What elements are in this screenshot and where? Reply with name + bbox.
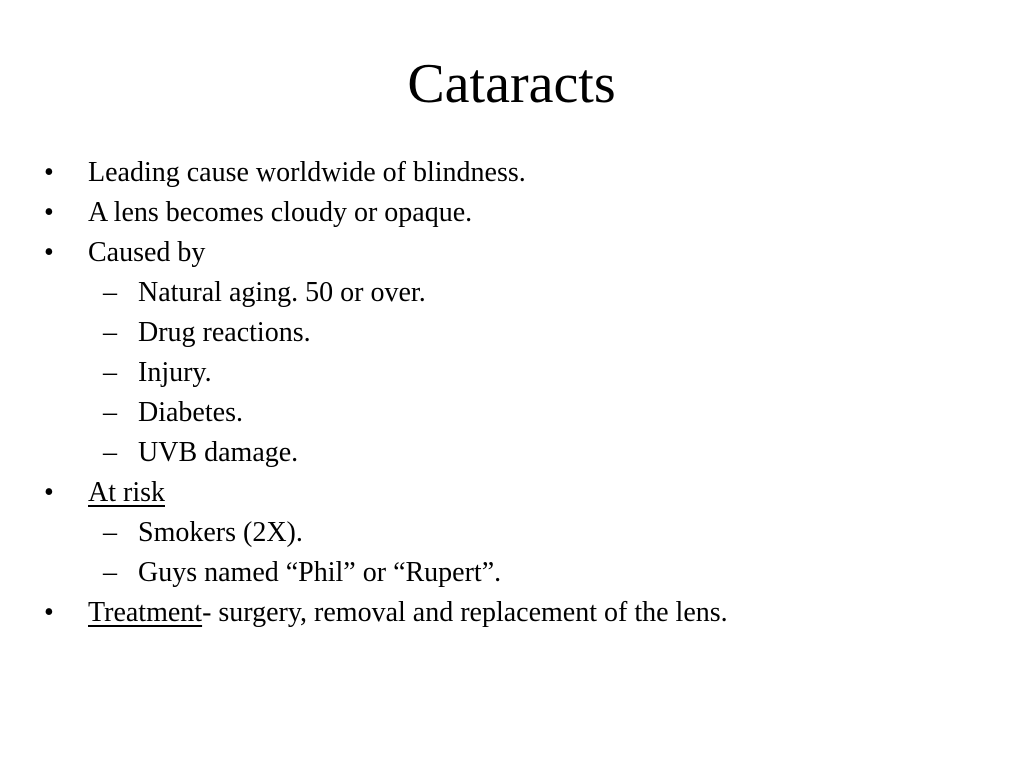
sub-bullet-marker: – <box>103 557 117 588</box>
bullet-item <box>0 193 1023 233</box>
sub-bullet-item <box>0 553 1023 593</box>
bullet-marker: • <box>44 237 54 268</box>
sub-bullet-marker: – <box>103 357 117 388</box>
sub-bullet-text: Diabetes. <box>138 397 243 428</box>
bullet-text: Caused by <box>88 237 206 268</box>
sub-bullet-text: Drug reactions. <box>138 317 311 348</box>
sub-bullet-item <box>0 433 1023 473</box>
sub-bullet-item <box>0 353 1023 393</box>
slide-title: Cataracts <box>407 53 616 115</box>
sub-bullet-marker: – <box>103 517 117 548</box>
sub-bullet-marker: – <box>103 437 117 468</box>
sub-bullet-marker: – <box>103 277 117 308</box>
treatment-description: - surgery, removal and replacement of the lens. <box>202 597 728 628</box>
bullet-text <box>88 593 728 633</box>
bullet-item <box>0 233 1023 273</box>
bullet-item <box>0 593 1023 633</box>
bullet-marker: • <box>44 197 54 228</box>
sub-bullet-marker: – <box>103 397 117 428</box>
sub-bullet-text: UVB damage. <box>138 437 299 468</box>
sub-bullet-item <box>0 273 1023 313</box>
sub-bullet-text: Smokers (2X). <box>138 517 303 548</box>
bullet-marker: • <box>44 157 54 188</box>
bullet-text-underlined: At risk <box>88 477 165 508</box>
bullet-marker: • <box>44 477 54 508</box>
bullet-list <box>0 153 1023 633</box>
sub-bullet-text: Natural aging. 50 or over. <box>138 277 426 308</box>
sub-bullet-text: Guys named “Phil” or “Rupert”. <box>138 557 502 588</box>
bullet-text: Leading cause worldwide of blindness. <box>88 157 526 188</box>
bullet-item <box>0 473 1023 513</box>
sub-bullet-text: Injury. <box>138 357 212 388</box>
bullet-text: A lens becomes cloudy or opaque. <box>88 197 473 228</box>
sub-bullet-marker: – <box>103 317 117 348</box>
bullet-item <box>0 153 1023 193</box>
sub-bullet-item <box>0 513 1023 553</box>
sub-bullet-item <box>0 313 1023 353</box>
bullet-marker: • <box>44 597 54 628</box>
sub-bullet-item <box>0 393 1023 433</box>
treatment-heading: Treatment <box>88 597 203 628</box>
